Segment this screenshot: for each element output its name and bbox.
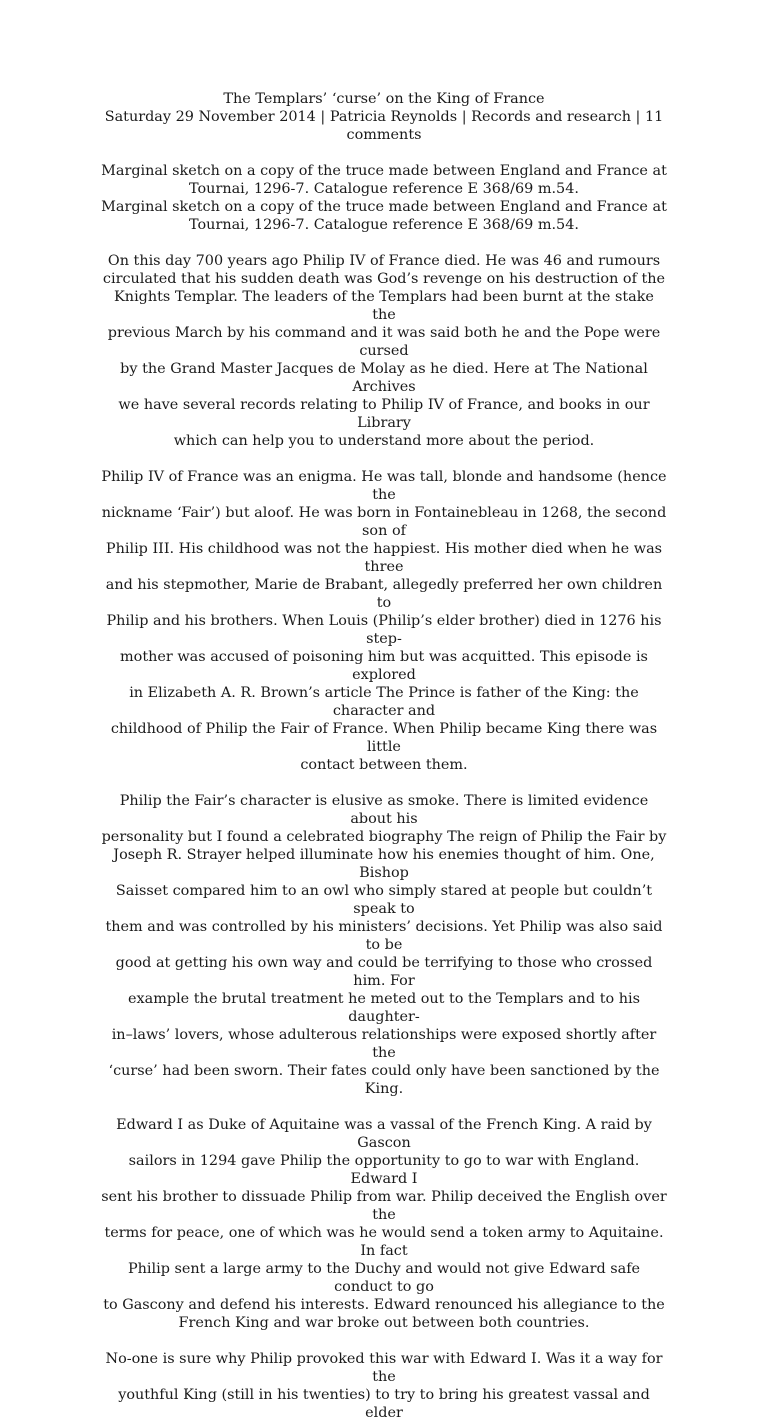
text-line: contact between them. <box>300 757 468 773</box>
text-line: we have several records relating to Philip IV of France, and books in our Library <box>118 397 650 431</box>
text-line: them and was controlled by his ministers’ decisions. Yet Philip was also said to be <box>105 919 663 953</box>
paragraph-edward-aquitaine <box>100 1116 668 1332</box>
text-line: which can help you to understand more about the period. <box>173 433 595 449</box>
text-line: Philip and his brothers. When Louis (Philip’s elder brother) died in 1276 his step- <box>106 613 662 647</box>
text-line: to Gascony and defend his interests. Edward renounced his allegiance to the <box>103 1297 665 1313</box>
text-line: Edward I as Duke of Aquitaine was a vassal of the French King. A raid by Gascon <box>116 1117 652 1151</box>
text-line: Philip the Fair’s character is elusive as smoke. There is limited evidence about his <box>119 793 649 827</box>
article-header <box>100 90 668 144</box>
article-title: The Templars’ ‘curse’ on the King of France <box>223 91 545 107</box>
text-line: Knights Templar. The leaders of the Templars had been burnt at the stake the <box>114 289 654 323</box>
text-line: childhood of Philip the Fair of France. When Philip became King there was little <box>110 721 658 755</box>
paragraph-war-reason <box>100 1350 668 1422</box>
article-meta-continued: comments <box>346 127 422 143</box>
text-line: mother was accused of poisoning him but was acquitted. This episode is explored <box>120 649 648 683</box>
text-line: ‘curse’ had been sworn. Their fates could only have been sanctioned by the King. <box>108 1063 660 1097</box>
text-line: nickname ‘Fair’) but aloof. He was born in Fontainebleau in 1268, the second son of <box>101 505 667 539</box>
text-line: in Elizabeth A. R. Brown’s article The Prince is father of the King: the character and <box>129 685 639 719</box>
text-line: On this day 700 years ago Philip IV of France died. He was 46 and rumours <box>107 253 661 269</box>
text-line: sailors in 1294 gave Philip the opportunity to go to war with England. Edward I <box>128 1153 640 1187</box>
paragraph-enigma <box>100 468 668 774</box>
text-line: terms for peace, one of which was he would send a token army to Aquitaine. In fact <box>104 1225 664 1259</box>
text-line: No-one is sure why Philip provoked this war with Edward I. Was it a way for the <box>105 1351 663 1385</box>
text-line: Saisset compared him to an owl who simply stared at people but couldn’t speak to <box>115 883 653 917</box>
caption-line: Marginal sketch on a copy of the truce made between England and France at <box>101 163 667 179</box>
text-line: example the brutal treatment he meted out to the Templars and to his daughter- <box>128 991 640 1025</box>
text-line: circulated that his sudden death was God’s revenge on his destruction of the <box>102 271 666 287</box>
text-line: and his stepmother, Marie de Brabant, allegedly preferred her own children to <box>105 577 663 611</box>
text-line: personality but I found a celebrated biography The reign of Philip the Fair by <box>101 829 667 845</box>
text-line: sent his brother to dissuade Philip from war. Philip deceived the English over the <box>101 1189 667 1223</box>
text-line: French King and war broke out between both countries. <box>178 1315 590 1331</box>
image-caption <box>100 162 668 234</box>
caption-line: Marginal sketch on a copy of the truce made between England and France at <box>101 199 667 215</box>
text-line: Joseph R. Strayer helped illuminate how his enemies thought of him. One, Bishop <box>113 847 655 881</box>
paragraph-death-of-philip <box>100 252 668 450</box>
text-line: Philip III. His childhood was not the happiest. His mother died when he was three <box>105 541 663 575</box>
text-line: good at getting his own way and could be terrifying to those who crossed him. For <box>115 955 653 989</box>
caption-line: Tournai, 1296-7. Catalogue reference E 368/69 m.54. <box>189 181 579 197</box>
article-meta: Saturday 29 November 2014 | Patricia Reynolds | Records and research | 11 <box>104 109 664 125</box>
text-line: by the Grand Master Jacques de Molay as he died. Here at The National Archives <box>120 361 648 395</box>
text-line: youthful King (still in his twenties) to try to bring his greatest vassal and elder <box>118 1387 650 1421</box>
paragraph-character <box>100 792 668 1098</box>
text-line: previous March by his command and it was said both he and the Pope were cursed <box>107 325 661 359</box>
text-line: in–laws’ lovers, whose adulterous relationships were exposed shortly after the <box>111 1027 657 1061</box>
caption-line: Tournai, 1296-7. Catalogue reference E 368/69 m.54. <box>189 217 579 233</box>
text-line: Philip sent a large army to the Duchy and would not give Edward safe conduct to go <box>127 1261 641 1295</box>
text-line: Philip IV of France was an enigma. He was tall, blonde and handsome (hence the <box>101 469 667 503</box>
